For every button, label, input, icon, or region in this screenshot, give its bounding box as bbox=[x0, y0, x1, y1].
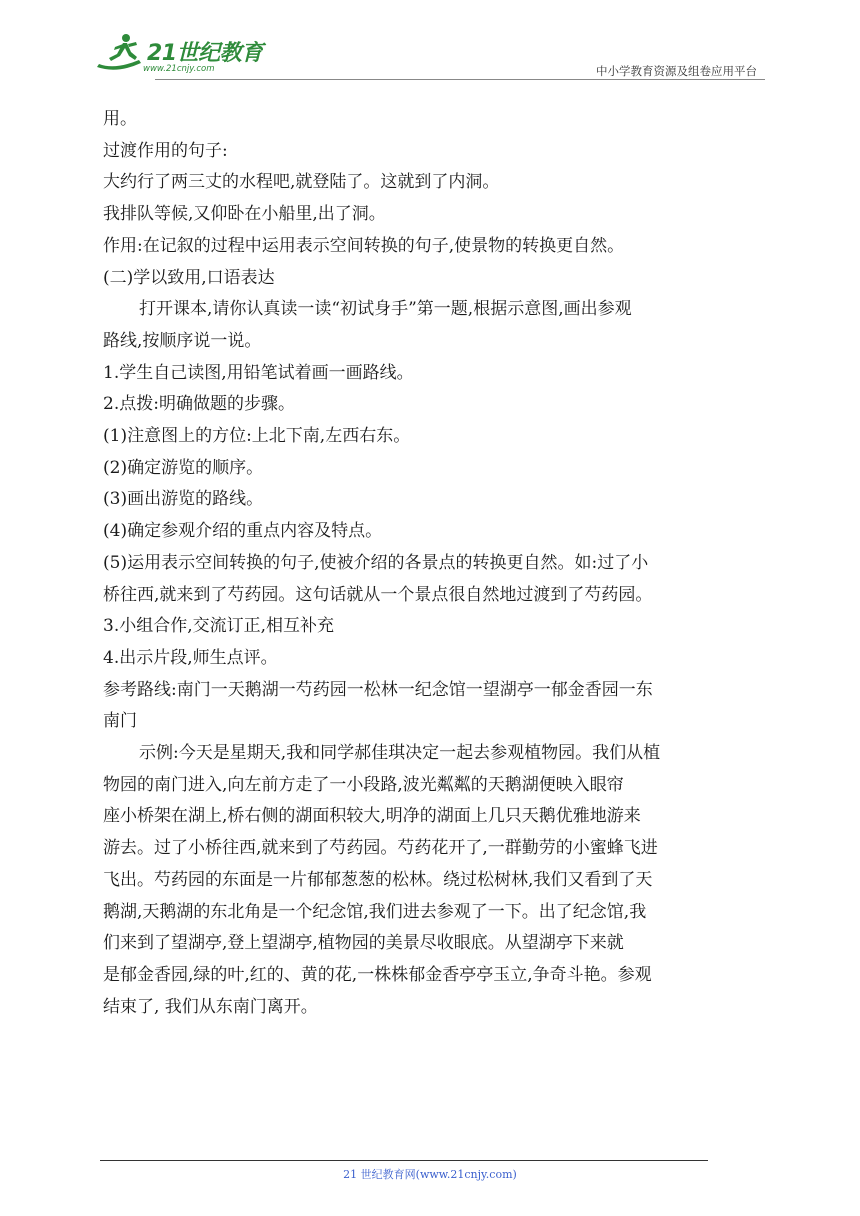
list-item: (5)运用表示空间转换的句子,使被介绍的各景点的转换更自然。如:过了小 bbox=[103, 552, 649, 573]
list-item: (1)注意图上的方位:上北下南,左西右东。 bbox=[103, 426, 411, 447]
platform-label: 中小学教育资源及组卷应用平台 bbox=[596, 64, 757, 78]
text-line: 游去。过了小桥往西,就来到了芍药园。芍药花开了,一群勤劳的小蜜蜂飞进 bbox=[103, 838, 658, 859]
section-heading: (二)学以致用,口语表达 bbox=[103, 267, 275, 288]
text-line: 结束了, 我们从东南门离开。 bbox=[103, 996, 318, 1017]
logo-text: 21世纪教育 bbox=[147, 41, 263, 66]
header-divider bbox=[155, 79, 765, 80]
text-line: 作用:在记叙的过程中运用表示空间转换的句子,使景物的转换更自然。 bbox=[103, 235, 625, 256]
text-line: 是郁金香园,绿的叶,红的、黄的花,一株株郁金香亭亭玉立,争奇斗艳。参观 bbox=[103, 964, 652, 985]
list-item: 4.出示片段,师生点评。 bbox=[103, 647, 278, 668]
text-line: 路线,按顺序说一说。 bbox=[103, 330, 262, 351]
text-line: 示例:今天是星期天,我和同学郝佳琪决定一起去参观植物园。我们从植 bbox=[139, 743, 661, 764]
logo bbox=[95, 30, 265, 76]
page-header bbox=[95, 30, 765, 82]
list-item: (3)画出游览的路线。 bbox=[103, 489, 264, 510]
logo-url: www.21cnjy.com bbox=[143, 64, 215, 74]
text-line: 们来到了望湖亭,登上望湖亭,植物园的美景尽收眼底。从望湖亭下来就 bbox=[103, 933, 624, 954]
text-line: 南门 bbox=[103, 711, 137, 732]
text-line: 座小桥架在湖上,桥右侧的湖面积较大,明净的湖面上几只天鹅优雅地游来 bbox=[103, 806, 641, 827]
footer-divider bbox=[100, 1160, 708, 1161]
text-line: 打开课本,请你认真读一读“初试身手”第一题,根据示意图,画出参观 bbox=[139, 299, 632, 320]
page-footer: 21 世纪教育网(www.21cnjy.com) bbox=[343, 1168, 517, 1181]
text-line: 过渡作用的句子: bbox=[103, 140, 228, 161]
list-item: (4)确定参观介绍的重点内容及特点。 bbox=[103, 521, 383, 542]
text-line: 物园的南门进入,向左前方走了一小段路,波光粼粼的天鹅湖便映入眼帘 bbox=[103, 774, 624, 795]
text-line: 飞出。芍药园的东面是一片郁郁葱葱的松林。绕过松树林,我们又看到了天 bbox=[103, 869, 653, 890]
list-item: 3.小组合作,交流订正,相互补充 bbox=[103, 616, 335, 637]
list-item: 2.点拨:明确做题的步骤。 bbox=[103, 394, 295, 415]
document-body bbox=[103, 104, 763, 1023]
text-line: 桥往西,就来到了芍药园。这句话就从一个景点很自然地过渡到了芍药园。 bbox=[103, 584, 653, 605]
text-line: 用。 bbox=[103, 109, 137, 129]
text-line: 参考路线:南门一天鹅湖一芍药园一松林一纪念馆一望湖亭一郁金香园一东 bbox=[103, 679, 653, 700]
text-line: 大约行了两三丈的水程吧,就登陆了。这就到了内洞。 bbox=[103, 172, 500, 193]
list-item: 1.学生自己读图,用铅笔试着画一画路线。 bbox=[103, 362, 414, 383]
list-item: (2)确定游览的顺序。 bbox=[103, 457, 264, 478]
text-line: 我排队等候,又仰卧在小船里,出了洞。 bbox=[103, 204, 386, 225]
text-line: 鹅湖,天鹅湖的东北角是一个纪念馆,我们进去参观了一下。出了纪念馆,我 bbox=[103, 901, 647, 922]
